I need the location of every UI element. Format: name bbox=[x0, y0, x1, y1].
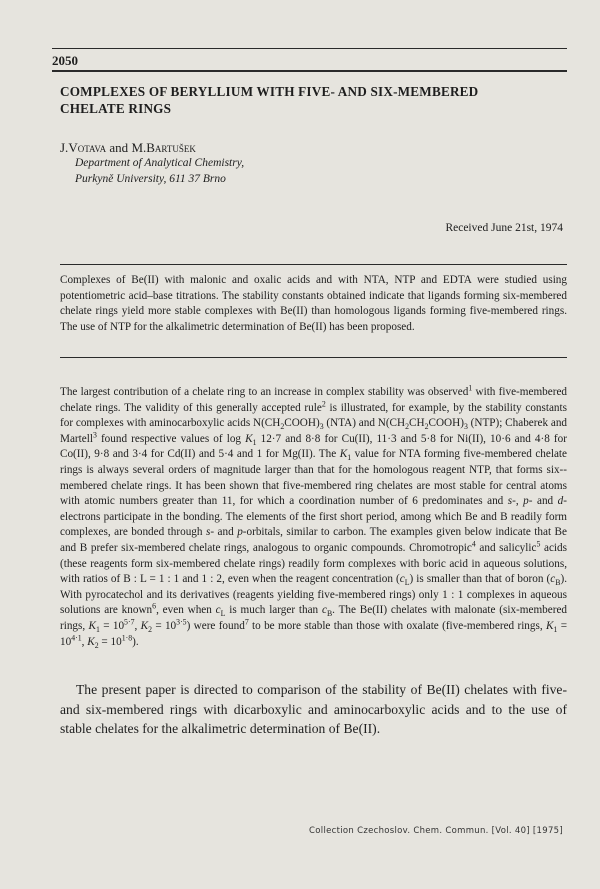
affiliation-department: Department of Analytical Chemistry, bbox=[75, 157, 245, 169]
subscript: 2 bbox=[424, 422, 429, 432]
body-text: is much larger than bbox=[225, 604, 322, 617]
abstract: Complexes of Be(II) with malonic and oxalic acids and with NTA, NTP and EDTA were studied using potentiometric acid–base titrations. The stability constants obtained indicate that ligands forming six-membered chelate rings yield more stable complexes with Be(II) than homologous ligands forming five-membered rings. The use of NTP for the alkalimetric determination of Be(II) has been proposed. bbox=[60, 274, 567, 333]
math-symbol: s bbox=[205, 526, 211, 539]
body-text: (NTA) and N(CH bbox=[323, 417, 406, 430]
body-text: chelates with five- and six-membered rings with dicarboxylic and aminocarboxylic acids and to the use of stable chelates for the alkalimetric determination of Be bbox=[60, 682, 567, 736]
math-symbol: K bbox=[339, 448, 348, 461]
math-symbol: c bbox=[215, 604, 221, 617]
received-date: Received June 21st, 1974 bbox=[445, 222, 563, 234]
body-text: CH bbox=[409, 417, 425, 430]
citation-ref: 3 bbox=[92, 430, 97, 440]
subscript: L bbox=[404, 578, 410, 588]
subscript: 1 bbox=[347, 453, 352, 463]
intro-paragraph bbox=[60, 385, 567, 650]
subscript: B bbox=[555, 578, 561, 588]
exponent: 3·5 bbox=[176, 617, 187, 627]
citation-ref: 5 bbox=[536, 539, 541, 549]
math-symbol: K bbox=[88, 619, 96, 632]
citation-ref: 7 bbox=[244, 617, 249, 627]
body-text: , bbox=[134, 619, 141, 632]
oxidation-state: (II) bbox=[441, 682, 460, 697]
header-rule-top bbox=[52, 48, 567, 49]
author1-surname: Votava bbox=[68, 140, 107, 155]
subscript: 3 bbox=[319, 422, 324, 432]
subscript: B bbox=[326, 609, 333, 619]
page-number: 2050 bbox=[52, 53, 78, 68]
body-text: = 10 bbox=[152, 619, 177, 632]
subscript: 3 bbox=[463, 422, 468, 432]
subscript: 2 bbox=[148, 625, 152, 635]
body-text: -electrons participate in the bonding. The elements of the first short period, among which Be and B readily form complexes, are bonded through bbox=[60, 495, 567, 539]
body-text: COOH) bbox=[428, 417, 464, 430]
math-symbol: K bbox=[140, 619, 149, 632]
body-text: , bbox=[81, 635, 88, 648]
body-text: -, bbox=[512, 495, 524, 508]
citation-ref: 2 bbox=[321, 398, 326, 408]
oxidation-state: (II) bbox=[358, 721, 377, 736]
subscript: 2 bbox=[94, 640, 99, 650]
article-title: COMPLEXES OF BERYLLIUM WITH FIVE- AND SIX-MEMBERED CHELATE RINGS bbox=[60, 84, 479, 116]
body-text: to be more stable than those with oxalate (five-membered rings, bbox=[248, 619, 546, 632]
closing-paragraph bbox=[60, 680, 567, 739]
body-text: is illustrated, for example, by the stability constants for complexes with aminocarboxylic acids N(CH bbox=[60, 401, 567, 430]
exponent: 4·1 bbox=[71, 632, 82, 642]
body-text: The present paper is directed to comparison of the stability of Be bbox=[76, 682, 442, 697]
subscript: 2 bbox=[280, 422, 285, 432]
body-text: . bbox=[376, 721, 381, 736]
body-text: = 10 bbox=[98, 635, 122, 648]
subscript: 1 bbox=[553, 625, 558, 635]
subscript: 2 bbox=[405, 422, 410, 432]
abstract-rule-bottom bbox=[60, 357, 567, 358]
math-symbol: c bbox=[321, 604, 327, 617]
affiliation-university: Purkyně University, 611 37 Brno bbox=[75, 172, 226, 185]
exponent: 5·7 bbox=[124, 617, 135, 627]
math-symbol: K bbox=[245, 432, 253, 445]
body-text: and salicylic bbox=[475, 541, 537, 554]
subscript: 1 bbox=[95, 625, 100, 635]
math-symbol: c bbox=[550, 573, 556, 586]
body-text: with five-membered chelate rings. The validity of this generally accepted rule bbox=[60, 386, 567, 414]
subscript: L bbox=[220, 609, 226, 619]
subscript: 1 bbox=[252, 438, 257, 448]
body-text: - and bbox=[528, 495, 558, 508]
body-text: value for NTA forming five-membered chelate rings is always several orders of magnitude larger than that for the homologous reagent NTP, that forms six--membered chelate rings. It has been shown that five-membered ring chelates are most stable for central atoms with atomic numbers greater than 11, for which a coordination number of 6 predominates and bbox=[60, 448, 567, 508]
citation-ref: 1 bbox=[468, 383, 473, 393]
exponent: 1·8 bbox=[121, 632, 133, 642]
body-text: ). bbox=[132, 635, 139, 648]
author-conjunction: and bbox=[106, 140, 132, 155]
body-text: COOH) bbox=[284, 417, 320, 430]
body-text: ) is smaller than that of boron ( bbox=[409, 573, 551, 586]
body-text: The largest contribution of a chelate ring to an increase in complex stability was observed bbox=[60, 386, 469, 398]
body-text: . The Be(II) chelates with malonate (six-membered rings, bbox=[60, 604, 567, 632]
body-text: ) were found bbox=[186, 619, 245, 632]
body-text: 12·7 and 8·8 for Cu(II), 11·3 and 5·8 for Ni(II), 10·6 and 4·8 for Co(II), 9·8 and 3·4 for Cd(II) and 5·4 and 1 for Mg(II). The bbox=[60, 432, 567, 461]
math-symbol: s bbox=[507, 495, 513, 508]
body-text: ). With pyrocatechol and its derivatives (reagents yielding five-membered rings) only 1 : 1 complexes in aqueous solutions are known bbox=[60, 573, 567, 617]
header-rule-bottom bbox=[52, 70, 567, 72]
affiliation bbox=[75, 156, 244, 187]
math-symbol: p bbox=[237, 526, 243, 539]
journal-footer: Collection Czechoslov. Chem. Commun. [Vol. 40] [1975] bbox=[309, 826, 563, 836]
citation-ref: 6 bbox=[152, 601, 157, 611]
author2-surname: Bartušek bbox=[146, 140, 196, 155]
math-symbol: K bbox=[87, 635, 95, 648]
body-text: -orbitals, similar to carbon. The examples given below indicate that Be and B prefer six-membered chelate rings, analogous to organic compounds. Chromotropic bbox=[60, 526, 567, 554]
citation-ref: 4 bbox=[471, 539, 476, 549]
math-symbol: p bbox=[523, 495, 529, 508]
body-text: , even when bbox=[156, 604, 216, 617]
body-text: = 10 bbox=[99, 619, 125, 632]
abstract-rule-top bbox=[60, 264, 567, 265]
body-text: (NTP); Chaberek and Martell bbox=[60, 417, 568, 445]
body-text: - and bbox=[210, 526, 238, 539]
body-text: found respective values of log bbox=[96, 432, 246, 445]
body-text: acids (these reagents form six-membered chelate rings) readily form complexes with boric acid in aqueous solutions, with ratios of B : L = 1 : 1 and 1 : 2, even when the reagent concentration ( bbox=[60, 541, 567, 586]
author1-initial: J. bbox=[60, 140, 69, 155]
math-symbol: c bbox=[399, 573, 405, 586]
body-text: = 10 bbox=[60, 619, 568, 648]
authors bbox=[60, 140, 196, 156]
math-symbol: K bbox=[545, 619, 554, 632]
author2-initial: M. bbox=[131, 140, 147, 155]
math-symbol: d bbox=[557, 495, 564, 508]
